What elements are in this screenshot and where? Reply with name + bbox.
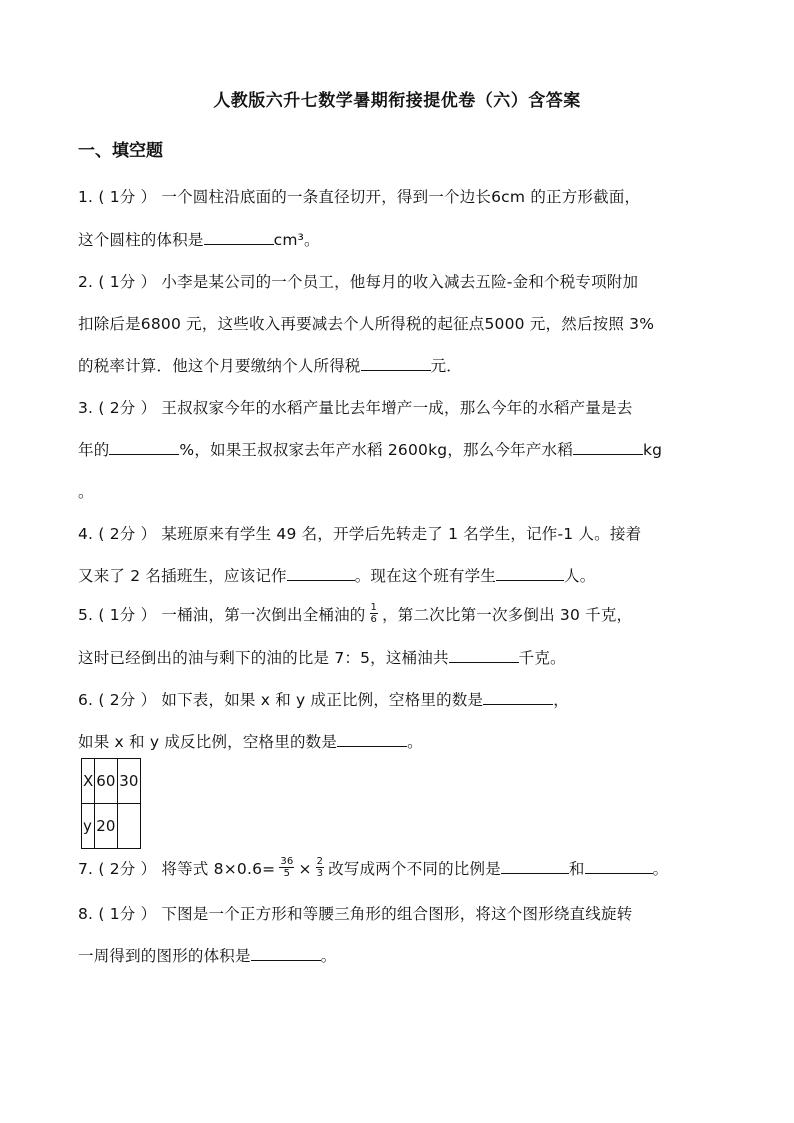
- fraction-numerator: 2: [316, 856, 324, 867]
- answer-blank[interactable]: [585, 859, 653, 874]
- question-text: 如果 x 和 y 成反比例，空格里的数是: [78, 733, 338, 751]
- fraction-denominator: 3: [316, 868, 324, 879]
- question-8-line-1: 8. ( 1分 ） 下图是一个正方形和等腰三角形的组合图形，将这个图形绕直线旋转: [78, 905, 633, 923]
- question-text: cm³。: [273, 231, 320, 249]
- question-3-line-1: 3. ( 2分 ） 王叔叔家今年的水稻产量比去年增产一成，那么今年的水稻产量是去: [78, 399, 633, 417]
- fraction-denominator: 5: [283, 868, 291, 879]
- question-text: 又来了 2 名插班生，应该记作: [78, 567, 287, 585]
- empty-table-cell[interactable]: [118, 804, 141, 849]
- question-text: 7. ( 2分 ） 将等式 8×0.6=: [78, 860, 276, 878]
- fraction: [279, 856, 294, 879]
- question-text: 这个圆柱的体积是: [78, 231, 204, 249]
- question-2-line-3: [78, 354, 718, 376]
- document-title: 人教版六升七数学暑期衔接提优卷（六）含答案: [213, 91, 581, 111]
- fraction: [316, 856, 325, 879]
- question-text: 。现在这个班有学生: [354, 567, 497, 585]
- question-text: ，第二次比第一次多倒出 30 千克，: [382, 606, 633, 624]
- question-text: 这时已经倒出的油与剩下的油的比是 7：5，这桶油共: [78, 649, 449, 667]
- answer-blank[interactable]: [361, 356, 431, 371]
- question-3-line-2: [78, 438, 718, 460]
- question-2-line-1: 2. ( 1分 ） 小李是某公司的一个员工，他每月的收入减去五险-金和个税专项附加: [78, 273, 639, 291]
- question-1-line-1: 1. ( 1分 ） 一个圆柱沿底面的一条直径切开，得到一个边长6cm 的正方形截面，: [78, 188, 641, 206]
- question-5-line-2: [78, 646, 718, 668]
- question-7-line-1: [78, 857, 718, 881]
- answer-blank[interactable]: [109, 440, 179, 455]
- question-text: kg: [642, 441, 663, 459]
- answer-blank[interactable]: [251, 946, 321, 961]
- question-text: 5. ( 1分 ） 一桶油，第一次倒出全桶油的: [78, 606, 366, 624]
- fraction-numerator: 36: [280, 856, 294, 867]
- question-text: 和: [568, 860, 585, 878]
- fraction: [370, 602, 379, 625]
- table-cell: 20: [95, 804, 118, 849]
- fraction-numerator: 1: [370, 602, 378, 613]
- question-text: 的税率计算．他这个月要缴纳个人所得税: [78, 357, 361, 375]
- table-cell: y: [82, 804, 95, 849]
- question-text: 一周得到的图形的体积是: [78, 947, 251, 965]
- question-text: 改写成两个不同的比例是: [328, 860, 501, 878]
- xy-value-table: [81, 758, 141, 849]
- question-text: 。: [320, 947, 337, 965]
- question-3-line-3: 。: [78, 483, 94, 501]
- section-heading: 一、填空题: [78, 141, 163, 161]
- question-4-line-1: 4. ( 2分 ） 某班原来有学生 49 名，开学后先转走了 1 名学生，记作-1 人。接着: [78, 525, 642, 543]
- answer-blank[interactable]: [337, 732, 407, 747]
- fraction-denominator: 6: [370, 614, 378, 625]
- question-text: ，: [553, 691, 569, 709]
- table-cell: X: [82, 759, 95, 804]
- multiply-sign: ×: [298, 860, 312, 878]
- question-text: 。: [652, 860, 669, 878]
- question-1-line-2: [78, 228, 718, 250]
- answer-blank[interactable]: [501, 859, 569, 874]
- question-5-line-1: [78, 603, 718, 627]
- question-4-line-2: [78, 564, 718, 586]
- question-text: %，如果王叔叔家去年产水稻 2600kg，那么今年产水稻: [179, 441, 573, 459]
- answer-blank[interactable]: [449, 648, 519, 663]
- table-row: [82, 804, 141, 849]
- answer-blank[interactable]: [483, 690, 553, 705]
- table-cell: 30: [118, 759, 141, 804]
- answer-blank[interactable]: [496, 566, 564, 581]
- answer-blank[interactable]: [204, 230, 274, 245]
- question-text: 人。: [564, 567, 596, 585]
- question-2-line-2: 扣除后是6800 元，这些收入再要减去个人所得税的起征点5000 元，然后按照 3%: [78, 315, 655, 333]
- question-6-line-1: [78, 688, 718, 710]
- answer-blank[interactable]: [287, 566, 355, 581]
- question-text: 6. ( 2分 ） 如下表，如果 x 和 y 成正比例，空格里的数是: [78, 691, 484, 709]
- question-6-line-2: [78, 730, 718, 752]
- question-text: 元．: [430, 357, 463, 375]
- question-text: 。: [407, 733, 423, 751]
- question-text: 年的: [78, 441, 110, 459]
- question-8-line-2: [78, 944, 718, 966]
- question-text: 千克。: [518, 649, 566, 667]
- table-cell: 60: [95, 759, 118, 804]
- table-row: [82, 759, 141, 804]
- answer-blank[interactable]: [573, 440, 643, 455]
